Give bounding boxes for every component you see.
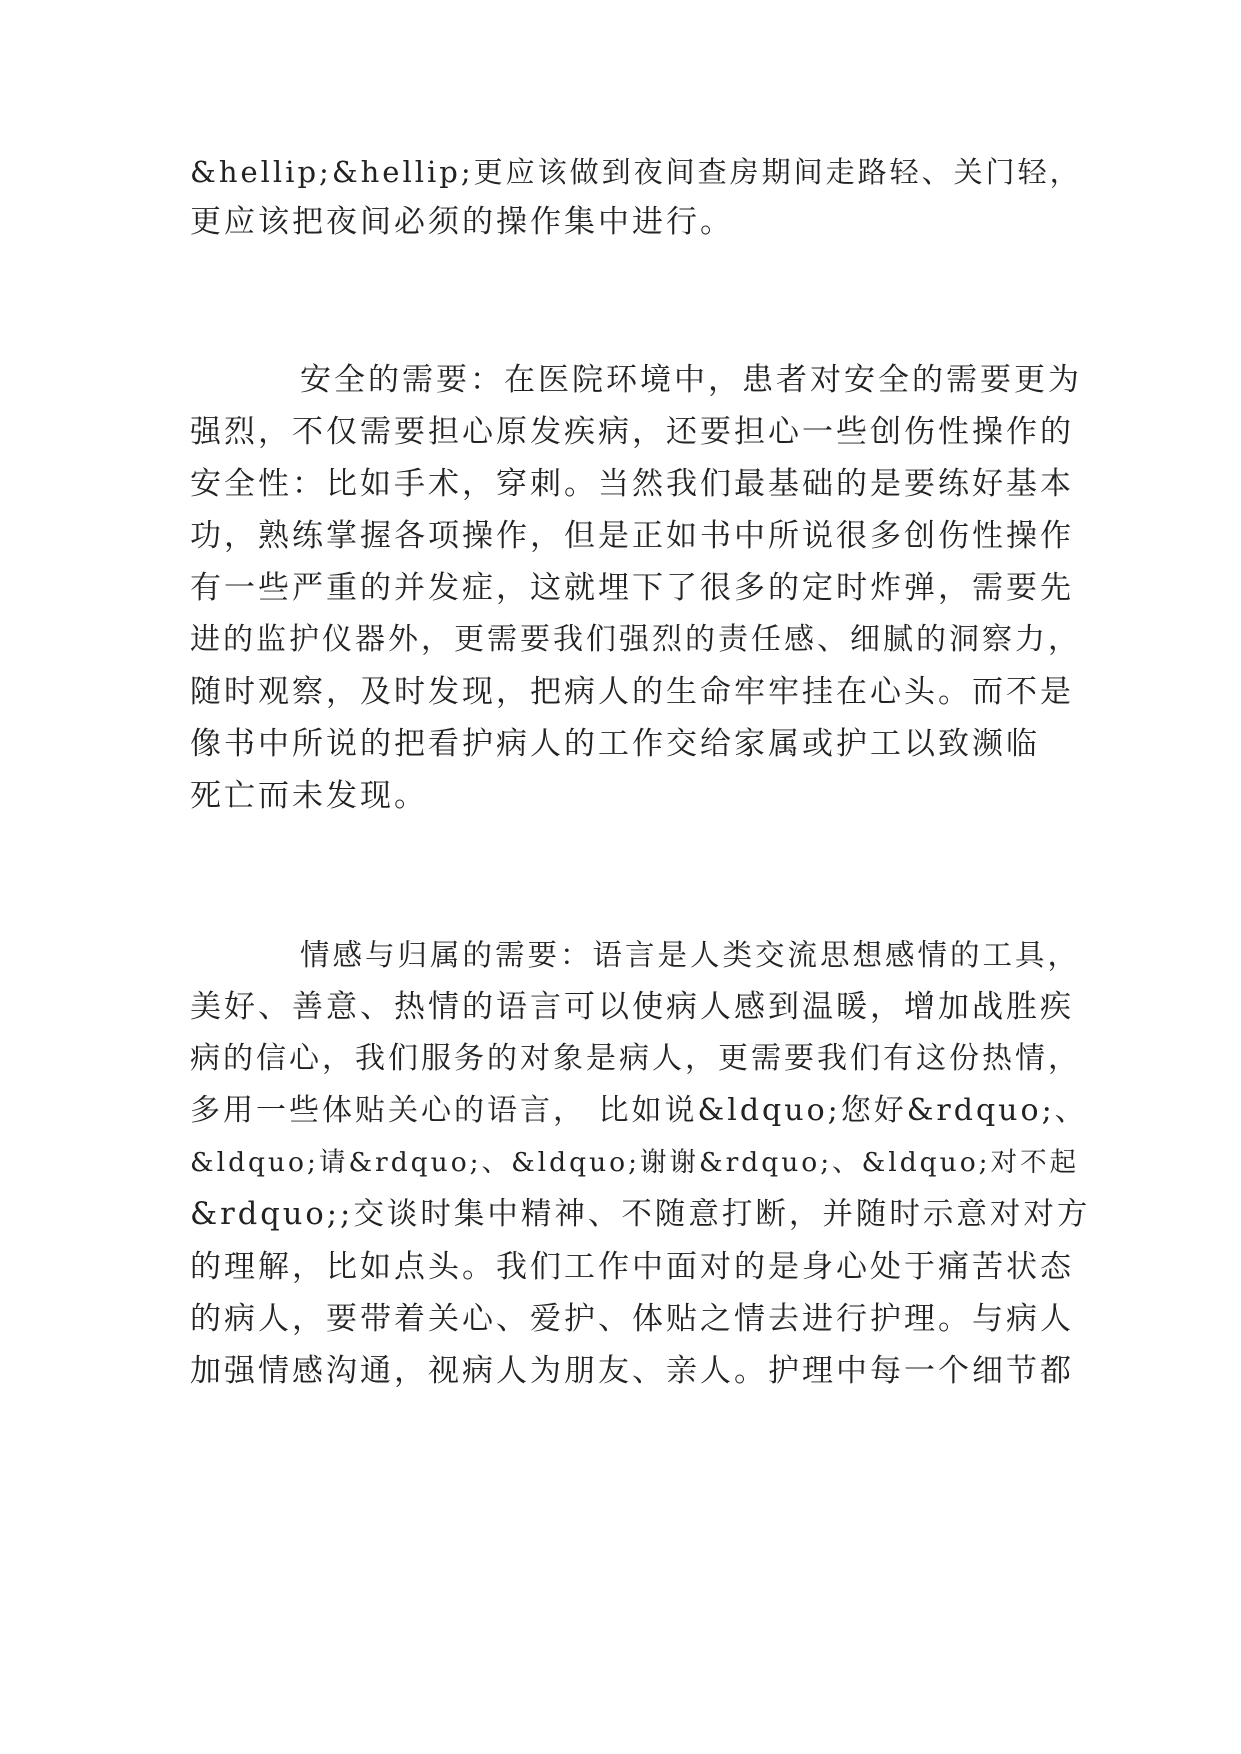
text-line: 强烈，不仅需要担心原发疾病，还要担心一些创伤性操作的 <box>190 414 1074 450</box>
text-line: 美好、善意、热情的语言可以使病人感到温暖，增加战胜疾 <box>190 989 1074 1025</box>
text-line: 功，熟练掌握各项操作，但是正如书中所说很多创伤性操作 <box>190 518 1074 554</box>
text-line: 情感与归属的需要：语言是人类交流思想感情的工具， <box>300 938 1081 972</box>
text-line: 的病人，要带着关心、爱护、体贴之情去进行护理。与病人 <box>190 1301 1074 1337</box>
text-line: 进的监护仪器外，更需要我们强烈的责任感、细腻的洞察力， <box>190 622 1081 657</box>
text-line: 病的信心，我们服务的对象是病人，更需要我们有这份热情， <box>190 1041 1081 1076</box>
text-line: 安全的需要：在医院环境中，患者对安全的需要更为 <box>300 362 1082 398</box>
text-line: 多用一些体贴关心的语言， 比如说&ldquo;您好&rdquo;、 <box>190 1093 1088 1128</box>
text-line: 更应该把夜间必须的操作集中进行。 <box>190 204 734 240</box>
text-line: &rdquo;;交谈时集中精神、不随意打断，并随时示意对对方 <box>190 1197 1091 1232</box>
text-line: &ldquo;请&rdquo;、&ldquo;谢谢&rdquo;、&ldquo;对不起 <box>190 1147 1080 1178</box>
text-line: 加强情感沟通，视病人为朋友、亲人。护理中每一个细节都 <box>190 1353 1074 1389</box>
text-line: 有一些严重的并发症，这就埋下了很多的定时炸弹，需要先 <box>190 570 1074 606</box>
text-line: 随时观察，及时发现，把病人的生命牢牢挂在心头。而不是 <box>190 674 1074 710</box>
text-line: 安全性：比如手术，穿刺。当然我们最基础的是要练好基本 <box>190 466 1074 502</box>
text-line: 死亡而未发现。 <box>190 778 428 814</box>
text-line: &hellip;&hellip;更应该做到夜间查房期间走路轻、关门轻， <box>190 155 1082 189</box>
text-line: 像书中所说的把看护病人的工作交给家属或护工以致濒临 <box>190 726 1040 762</box>
text-line: 的理解，比如点头。我们工作中面对的是身心处于痛苦状态 <box>190 1249 1074 1285</box>
